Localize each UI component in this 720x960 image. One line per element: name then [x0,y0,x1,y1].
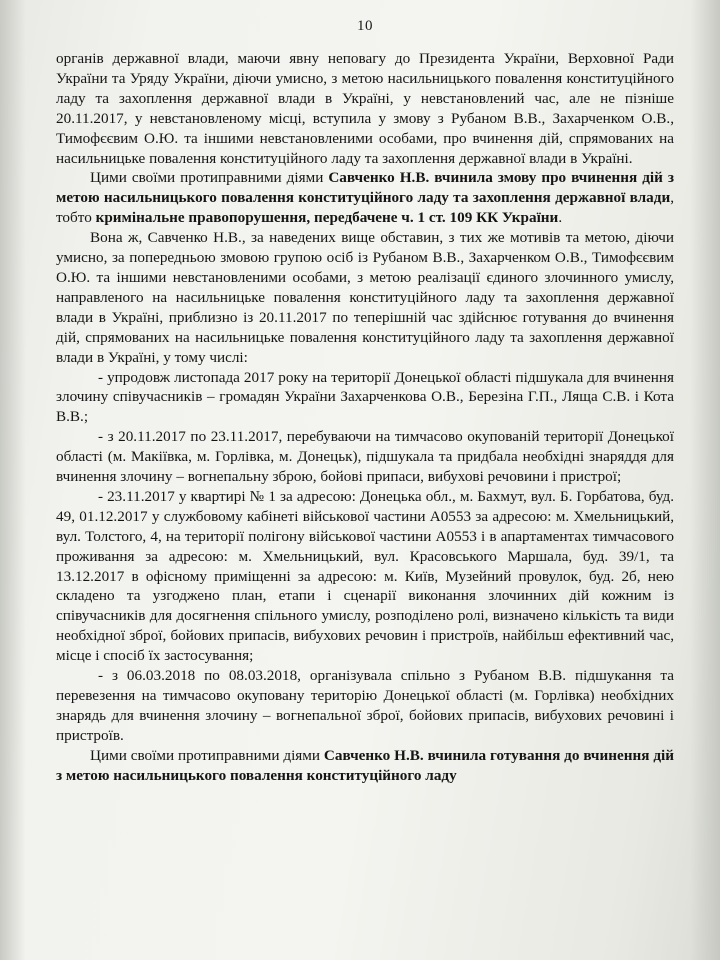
paragraph [56,746,674,786]
paragraph [56,427,674,487]
page-number: 10 [357,18,373,34]
body-text-run: Цими своїми протиправними діями [90,169,329,187]
body-text-run: Вона ж, Савченко Н.В., за наведених вище обставин, з тих же мотивів та метою, діючи умисно, за попередньою змовою групою осіб із Рубаном В.В., Захарченком О.В., Тимофєєвим О.Ю. та іншими невстановленими особами, з метою реалізації єдиного злочинного умислу, направленого на насильницьке повалення конституційного ладу та захоплення державної влади в Україні, приблизно із 20.11.2017 по теперішній час здійснює готування до вчинення дій, спрямованих на насильницьке повалення конституційного ладу та захоплення державної влади в Україні, у тому числі: [56,229,674,366]
body-text-run: - з 06.03.2018 по 08.03.2018, організувала спільно з Рубаном В.В. підшукання та перевезення на тимчасово окуповану територію Донецької області (м. Горлівка) необхідних знарядь для вчинення злочину – вогнепальної зброї, бойових припасів, вибухових речовині і пристроїв. [56,667,674,744]
paragraph [56,487,674,666]
body-text-run: . [558,209,563,227]
body-text-run: Цими своїми протиправними діями [90,746,324,764]
paragraph [56,666,674,746]
paragraph [56,49,674,168]
document-body [56,49,674,786]
body-text-run: , тобто [56,189,674,227]
emphasis-text: кримінальне правопорушення, передбачене ч. 1 ст. 109 КК України [95,209,559,227]
paragraph [56,168,674,228]
emphasis-text: Савченко Н.В. вчинила змову про вчинення дій з метою насильницького повалення конституційного ладу та захоплення державної влади [56,169,674,207]
paragraph [56,368,674,428]
body-text-run: - упродовж листопада 2017 року на території Донецької області підшукала для вчинення злочину співучасників – громадян України Захарченкова О.В., Березіна Г.П., Ляща С.В. і Кота В.В.; [56,368,674,426]
body-text-run: - з 20.11.2017 по 23.11.2017, перебуваючи на тимчасово окупованій території Донецької області (м. Макіївка, м. Горлівка, м. Донецьк), підшукала та придбала необхідні знаряддя для вчинення злочину – вогнепальну зброю, бойові припаси, вибухові речовини і пристрої; [56,428,674,486]
body-text-run: органів державної влади, маючи явну неповагу до Президента України, Верховної Ради України та Уряду України, діючи умисно, з метою насильницького повалення конституційного ладу та захоплення державної влади в Україні, у невстановлений час, але не пізніше 20.11.2017, у невстановленому місці, вступила у змову з Рубаном В.В., Захарченком О.В., Тимофєєвим О.Ю. та іншими невстановленими особами, про вчинення дій, спрямованих на насильницьке повалення конституційного ладу та захоплення державної влади в Україні. [56,50,674,167]
paragraph [56,228,674,367]
body-text-run: - 23.11.2017 у квартирі № 1 за адресою: Донецька обл., м. Бахмут, вул. Б. Горбатова, буд. 49, 01.12.2017 у службовому кабінеті військової частини А0553 за адресою: м. Хмельницький, вул. Толстого, 4, на території полігону військової частини А0553 і в апартаментах тимчасового проживання за адресою: м. Хмельницький, вул. Красовського Маршала, буд. 39/1, та 13.12.2017 в офісному приміщенні за адресою: м. Київ, Музейний провулок, буд. 2б, нею складено та узгоджено план, етапи і сценарії виконання злочинних дій кожним із співучасників для досягнення спільного умислу, розподілено ролі, визначено кількість та види необхідної зброї, бойових припасів, вибухових речовин і пристроїв, найбільш ефективний час, місце і спосіб їх застосування; [56,487,674,665]
emphasis-text: Савченко Н.В. вчинила готування до вчинення дій з метою насильницького повалення конституційного ладу [56,746,674,784]
